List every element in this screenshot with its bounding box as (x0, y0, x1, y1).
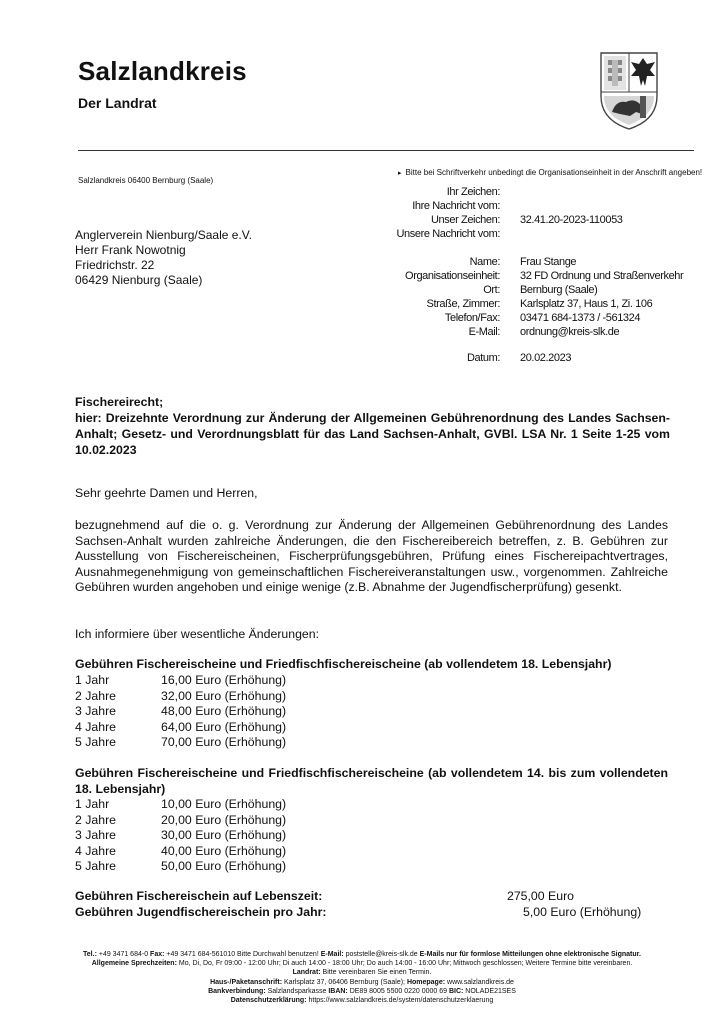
fee-duration: 5 Jahre (75, 859, 117, 873)
date-value: 20.02.2023 (520, 352, 572, 364)
subject-line-1: Fischereirecht; (75, 395, 164, 409)
sender-return-address: Salzlandkreis 06400 Bernburg (Saale) (78, 176, 214, 185)
recipient-line: Anglerverein Nienburg/Saale e.V. (75, 228, 253, 242)
fee-price: 50,00 Euro (Erhöhung) (161, 859, 287, 873)
reference-label: Unser Zeichen: (431, 214, 500, 226)
fee-row (75, 859, 475, 875)
coat-of-arms-icon (600, 52, 658, 130)
footer (40, 950, 684, 1005)
triangle-right-icon: ▸ (398, 170, 402, 177)
fee-price: 64,00 Euro (Erhöhung) (161, 719, 287, 734)
header-divider (78, 150, 694, 151)
address-hint (398, 168, 702, 177)
contact-value: Karlsplatz 37, Haus 1, Zi. 106 (520, 298, 653, 310)
fee-row (75, 673, 475, 689)
subject (75, 394, 670, 458)
fee-price: 32,00 Euro (Erhöhung) (161, 688, 287, 703)
contact-value: ordnung@kreis-slk.de (520, 326, 620, 338)
fee-row (75, 828, 475, 844)
fee-row (75, 689, 475, 705)
fee-duration: 3 Jahre (75, 704, 117, 718)
recipient-line: Friedrichstr. 22 (75, 258, 155, 272)
footer-address-line: Haus-/Paketanschrift: Karlsplatz 37, 06406 Bernburg (Saale); Homepage: www.salzlandkreis.de (210, 978, 514, 986)
fee-duration: 3 Jahre (75, 828, 117, 842)
reference-label: Ihre Nachricht vom: (412, 200, 500, 212)
organization-name: Salzlandkreis (78, 56, 247, 86)
contact-label: Ort: (483, 284, 500, 296)
fee-price: 70,00 Euro (Erhöhung) (161, 735, 287, 749)
section-heading: Gebühren Fischereischeine und Friedfischfischereischeine (ab vollendetem 18. Lebensjahr) (75, 657, 612, 671)
date-row (330, 352, 700, 368)
fee-price: 16,00 Euro (Erhöhung) (161, 673, 287, 687)
section-heading: Gebühren Fischereischeine und Friedfischfischereischeine (ab vollendetem 14. bis zum vollendeten 18. Lebensjahr) (75, 766, 668, 796)
fee-duration: 1 Jahr (75, 797, 110, 811)
lifetime-fee (75, 889, 675, 905)
fee-row (75, 720, 475, 736)
salutation: Sehr geehrte Damen und Herren, (75, 486, 258, 500)
fee-list (75, 797, 475, 875)
reference-label: Ihr Zeichen: (446, 186, 500, 198)
footer-hours-line: Allgemeine Sprechzeiten: Mo, Di, Do, Fr 09:00 - 12:00 Uhr; Di auch 14:00 - 18:00 Uhr; Do auch 14:00 - 16:00 Uhr; Mittwoch geschlossen; Weitere Termine bitte vereinbaren. (91, 960, 633, 968)
fee-row (75, 735, 475, 751)
fee-price: 20,00 Euro (Erhöhung) (161, 812, 287, 827)
fee-row (75, 704, 475, 720)
contact-label: Name: (469, 256, 500, 268)
address-hint-text: Bitte bei Schriftverkehr unbedingt die Organisationseinheit in der Anschrift angeben! (405, 168, 703, 177)
fee-price: 10,00 Euro (Erhöhung) (161, 797, 287, 811)
contact-label: E-Mail: (468, 326, 500, 338)
fee-duration: 5 Jahre (75, 735, 117, 749)
footer-landrat-line: Landrat: Bitte vereinbaren Sie einen Termin. (292, 969, 432, 977)
subject-line-2: hier: Dreizehnte Verordnung zur Änderung der Allgemeinen Gebührenordnung des Landes Sachsen-Anhalt; Gesetz- und Verordnungsblatt für das Land Sachsen-Anhalt, GVBl. LSA Nr. 1 Seite 1-25 vom 10.02.2023 (75, 411, 670, 457)
recipient-line: 06429 Nienburg (Saale) (75, 273, 203, 287)
reference-label: Unsere Nachricht vom: (396, 228, 500, 240)
fee-list (75, 673, 475, 751)
contact-label: Straße, Zimmer: (426, 298, 500, 310)
contact-label: Telefon/Fax: (444, 312, 500, 324)
fee-row (75, 844, 475, 860)
footer-bank-line: Bankverbindung: Salzlandsparkasse IBAN: DE89 8005 5500 0220 0000 69 BIC: NOLADE21SES (208, 987, 516, 995)
body-paragraph: bezugnehmend auf die o. g. Verordnung zur Änderung der Allgemeinen Gebührenordnung des Landes Sachsen-Anhalt wurden zahlreiche Änderungen, die den Fischereibereich betreffen, z. B. Gebühren zur Ausstellung von Fischereischeinen, Fischerprüfungsgebühren, Prüfung eines Fischereipachtvertrages, Ausnahmegenehmigung von gemeinschaftlichen Fischereiveranstaltungen usw., vorgenommen. Zahlreiche Gebühren wurden angehoben und einige wenige (z.B. Abnahme der Jugendfischerprüfung) gesenkt. (75, 518, 668, 594)
intro-text: Ich informiere über wesentliche Änderungen: (75, 627, 320, 641)
fee-price: 30,00 Euro (Erhöhung) (161, 828, 287, 842)
fee-row (75, 813, 475, 829)
fee-price: 40,00 Euro (Erhöhung) (161, 843, 287, 858)
youth-fee (75, 905, 675, 921)
reference-row (330, 228, 700, 244)
fee-duration: 4 Jahre (75, 843, 117, 858)
contact-value: Frau Stange (520, 256, 577, 268)
fee-duration: 4 Jahre (75, 719, 117, 734)
date-label: Datum: (466, 352, 500, 364)
reference-value: 32.41.20-2023-110053 (520, 214, 623, 226)
recipient-address (75, 228, 252, 288)
fee-duration: 1 Jahr (75, 673, 110, 687)
fee-duration: 2 Jahre (75, 688, 117, 703)
recipient-line: Herr Frank Nowotnig (75, 243, 186, 257)
fee-duration: 2 Jahre (75, 812, 117, 827)
contact-value: 32 FD Ordnung und Straßenverkehr (520, 270, 684, 282)
contact-value: 03471 684-1373 / -561324 (520, 312, 641, 324)
contact-label: Organisationseinheit: (405, 270, 500, 282)
contact-value: Bernburg (Saale) (520, 284, 598, 296)
lifetime-fee-value: 275,00 Euro (507, 889, 575, 903)
fee-price: 48,00 Euro (Erhöhung) (161, 704, 287, 718)
footer-privacy-line: Datenschutzerklärung: https://www.salzlandkreis.de/system/datenschutzerklaerung (230, 997, 494, 1005)
fee-row (75, 797, 475, 813)
contact-row (330, 326, 700, 342)
footer-contact-line: Tel.: +49 3471 684-0 Fax: +49 3471 684-561010 Bitte Durchwahl benutzen! E-Mail: poststelle@kreis-slk.de E-Mails nur für formlose Mitteilungen ohne elektronische Signatur. (83, 951, 641, 958)
lifetime-fee-label: Gebühren Fischereischein auf Lebenszeit: (75, 889, 323, 903)
youth-fee-label: Gebühren Jugendfischereischein pro Jahr: (75, 905, 327, 919)
youth-fee-value: 5,00 Euro (Erhöhung) (523, 905, 642, 919)
organization-subtitle: Der Landrat (78, 95, 157, 111)
